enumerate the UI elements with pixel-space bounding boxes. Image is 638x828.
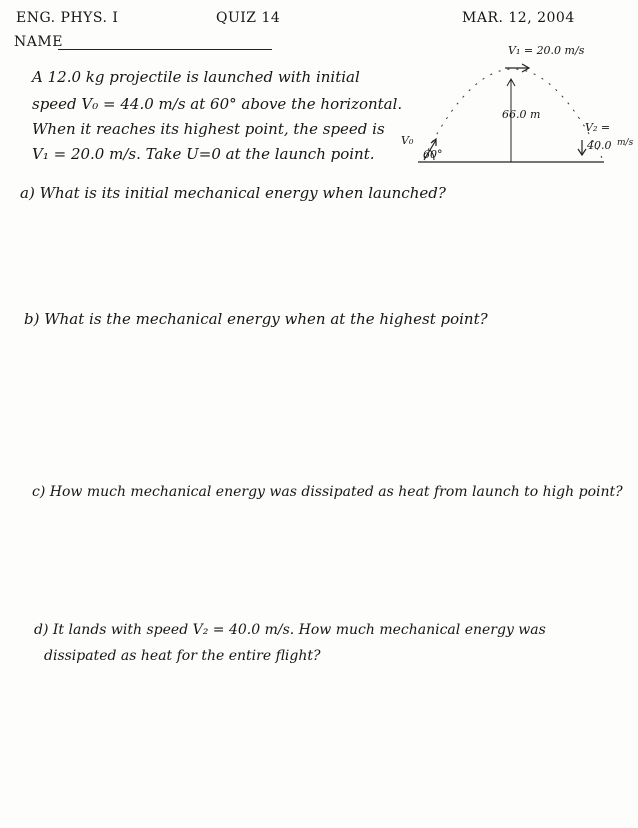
v1-label: V₁ = 20.0 m/s — [508, 44, 585, 57]
problem-line-4: V₁ = 20.0 m/s. Take U=0 at the launch point. — [32, 145, 375, 163]
height-label: 66.0 m — [502, 108, 541, 121]
v2-value: 40.0 — [587, 139, 612, 152]
quiz-title: QUIZ 14 — [216, 10, 281, 26]
v0-label: V₀ — [401, 134, 414, 147]
question-d-line-2: dissipated as heat for the entire flight? — [44, 648, 321, 664]
v2-label: V₂ = — [585, 121, 611, 134]
angle-label: 60° — [423, 148, 443, 161]
problem-line-2: speed V₀ = 44.0 m/s at 60° above the horizontal. — [32, 95, 403, 113]
v2-units: m/s — [617, 138, 634, 148]
question-d-line-1: d) It lands with speed V₂ = 40.0 m/s. How much mechanical energy was — [34, 622, 546, 638]
course-title: ENG. PHYS. I — [16, 10, 119, 26]
problem-line-1: A 12.0 kg projectile is launched with initial — [32, 68, 360, 86]
problem-line-3: When it reaches its highest point, the speed is — [32, 120, 385, 138]
question-a: a) What is its initial mechanical energy when launched? — [20, 184, 446, 202]
question-c: c) How much mechanical energy was dissipated as heat from launch to high point? — [32, 484, 623, 500]
name-label: NAME — [14, 34, 63, 50]
question-b: b) What is the mechanical energy when at the highest point? — [24, 310, 488, 328]
quiz-date: MAR. 12, 2004 — [462, 10, 575, 26]
